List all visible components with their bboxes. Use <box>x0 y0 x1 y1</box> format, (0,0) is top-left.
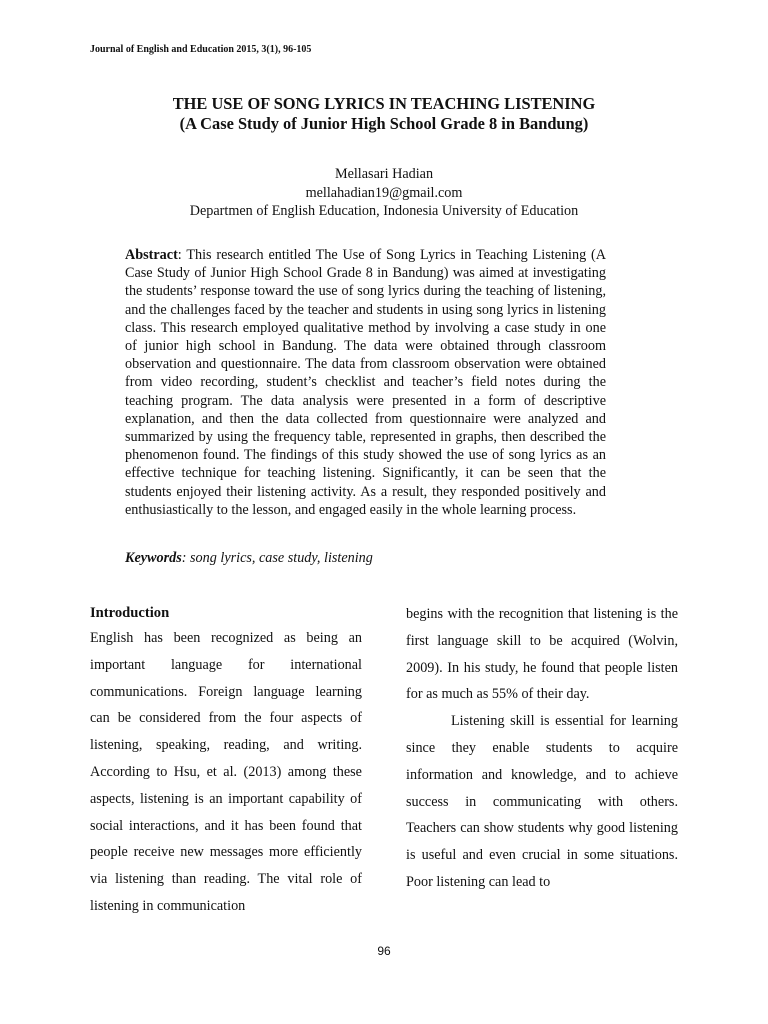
journal-header: Journal of English and Education 2015, 3(1), 96-105 <box>90 44 312 55</box>
author-email: mellahadian19@gmail.com <box>305 184 463 201</box>
paper-title <box>90 94 678 134</box>
left-column <box>90 601 362 920</box>
right-column <box>406 601 678 896</box>
keywords-text: : song lyrics, case study, listening <box>181 550 373 566</box>
introduction-paragraph-left: English has been recognized as being an important language for international communications. Foreign language learning can be considered from the four aspects of listening, speaking, reading, and writing. According to Hsu, et al. (2013) among these aspects, listening is an important capability of social interactions, and it has been found that people receive new messages more efficiently via listening than reading. The vital role of listening in communication <box>90 630 362 914</box>
author-affiliation: Departmen of English Education, Indonesia University of Education <box>189 203 579 219</box>
section-heading-introduction: Introduction <box>90 605 170 621</box>
author-block <box>90 165 678 221</box>
keywords <box>125 550 373 567</box>
page-number: 96 <box>377 944 391 958</box>
abstract-label: Abstract <box>125 247 178 263</box>
introduction-paragraph-right-1: begins with the recognition that listening is the first language skill to be acquired (Wolvin, 2009). In his study, he found that people listen for as much as 55% of their day. <box>406 606 678 703</box>
introduction-paragraph-right-2: Listening skill is essential for learning since they enable students to acquire information and knowledge, and to achieve success in communicating with others. Teachers can show students why good listening is useful and even crucial in some situations. Poor listening can lead to <box>406 713 678 890</box>
author-name: Mellasari Hadian <box>334 166 434 182</box>
paper-title-line-2: (A Case Study of Junior High School Grade 8 in Bandung) <box>179 114 589 133</box>
paper-title-line-1: THE USE OF SONG LYRICS IN TEACHING LISTENING <box>172 94 596 113</box>
abstract-text: : This research entitled The Use of Song Lyrics in Teaching Listening (A Case Study of Junior High School Grade 8 in Bandung) was aimed at investigating the students’ response toward the use of song lyrics during the teaching of listening, and the challenges faced by the teacher and students in using song lyrics in listening class. This research employed qualitative method by involving a case study in one of junior high school in Bandung. The data were obtained through classroom observation and questionnaire. The data from classroom observation were obtained from video recording, student’s checklist and teacher’s field notes during the teaching program. The data analysis were presented in a form of descriptive explanation, and then the data collected from questionnaire were analyzed and summarized by using the frequency table, represented in graphs, then described the phenomenon found. The findings of this study showed the use of song lyrics as an effective technique for teaching listening. Significantly, it can be seen that the students enjoyed their listening activity. As a result, they responded positively and enthusiastically to the lesson, and engaged easily in the whole learning process. <box>125 247 606 518</box>
keywords-label: Keywords <box>125 550 182 566</box>
abstract <box>125 246 606 519</box>
